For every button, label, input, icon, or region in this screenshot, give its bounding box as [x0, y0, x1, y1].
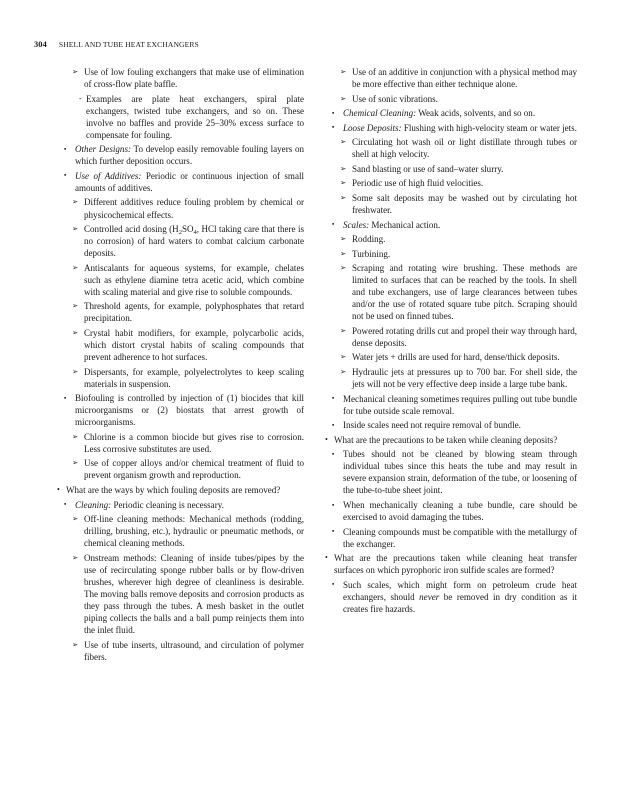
square-bullet-icon: ▪	[64, 172, 67, 180]
list-item	[325, 66, 577, 90]
item-text: Use of low fouling exchangers that make use of elimination of cross-flow plate baffle.	[84, 67, 304, 90]
left-column	[57, 66, 304, 665]
list-item	[57, 484, 304, 496]
item-text: To develop easily removable fouling layers on which further deposition occurs.	[75, 144, 304, 167]
item-lead: Other Designs:	[75, 144, 131, 155]
dash-bullet-icon: -	[79, 93, 82, 103]
item-text: Circulating hot wash oil or light distillate through tubes or shell at high velocity.	[352, 137, 577, 160]
item-text: be removed in dry condition as it creates fire hazards.	[343, 591, 578, 614]
list-item	[57, 143, 304, 167]
list-item	[325, 122, 577, 134]
arrow-bullet-icon: ➢	[72, 197, 79, 207]
round-bullet-icon: •	[325, 434, 328, 444]
list-item	[325, 325, 577, 349]
list-item	[57, 327, 304, 363]
page-header	[34, 40, 199, 49]
arrow-bullet-icon: ➢	[340, 178, 347, 188]
item-text: Antiscalants for aqueous systems, for example, chelates such as ethylene diamine tetra acetic acid, which combine with scaling material and give rise to soluble compounds.	[84, 262, 304, 297]
item-text: Mechanical cleaning sometimes requires pulling out tube bundle for tube outside scale removal.	[343, 393, 577, 416]
item-lead: Chemical Cleaning:	[343, 108, 417, 119]
list-item	[325, 177, 577, 189]
item-text: What are the precautions taken while cleaning heat transfer surfaces on which pyrophoric iron sulfide scales are formed?	[334, 553, 577, 576]
list-item	[325, 219, 577, 231]
list-item	[57, 552, 304, 636]
square-bullet-icon: ▪	[332, 501, 335, 509]
square-bullet-icon: ▪	[64, 394, 67, 402]
page-number: 304	[34, 40, 47, 49]
list-item	[57, 170, 304, 194]
item-text: Dispersants, for example, polyelectrolytes to keep scaling materials in suspension.	[84, 366, 304, 389]
item-lead: Use of Additives:	[75, 170, 142, 181]
square-bullet-icon: ▪	[332, 395, 335, 403]
item-text: Rodding.	[352, 234, 386, 245]
list-item	[325, 419, 577, 431]
arrow-bullet-icon: ➢	[340, 367, 347, 377]
item-text: Cleaning compounds must be compatible with the metallurgy of the exchanger.	[343, 526, 577, 549]
square-bullet-icon: ▪	[332, 421, 335, 429]
item-text: Mechanical action.	[369, 219, 441, 230]
list-item	[325, 526, 577, 550]
round-bullet-icon: •	[57, 485, 60, 494]
list-item	[325, 93, 577, 105]
arrow-bullet-icon: ➢	[340, 325, 347, 335]
square-bullet-icon: ▪	[332, 221, 335, 229]
list-item	[325, 233, 577, 245]
arrow-bullet-icon: ➢	[72, 458, 79, 468]
item-text: Inside scales need not require removal of bundle.	[343, 420, 521, 431]
item-text: Chlorine is a common biocide but gives rise to corrosion. Less corrosive substitutes are used.	[84, 431, 304, 454]
list-item	[325, 499, 577, 523]
list-item	[325, 262, 577, 322]
list-item	[57, 223, 304, 259]
item-text: Biofouling is controlled by injection of (1) biocides that kill microorganisms or (2) biostats that arrest growth of microorganisms.	[75, 393, 304, 428]
subscript: 2	[178, 229, 182, 237]
item-text: Periodic use of high fluid velocities.	[352, 178, 484, 189]
item-text: Weak acids, solvents, and so on.	[416, 108, 536, 119]
list-item	[325, 579, 577, 615]
arrow-bullet-icon: ➢	[340, 248, 347, 258]
square-bullet-icon: ▪	[64, 145, 67, 153]
arrow-bullet-icon: ➢	[72, 327, 79, 337]
list-item	[57, 66, 304, 90]
item-text: Hydraulic jets at pressures up to 700 bar. For shell side, the jets will not be very effective deep inside a large tube bank.	[352, 367, 577, 390]
round-bullet-icon: •	[325, 553, 328, 563]
arrow-bullet-icon: ➢	[340, 163, 347, 173]
item-text: Scraping and rotating wire brushing. These methods are limited to surfaces that can be reached by the tools. In shell and tube exchangers, use of large clearances between tubes and/or the use of rotated square tube pitch. Scraping should not be used on finned tubes.	[352, 263, 577, 322]
item-text: Use of tube inserts, ultrasound, and circulation of polymer fibers.	[84, 639, 304, 662]
item-text: Sand blasting or use of sand–water slurry.	[352, 163, 504, 174]
square-bullet-icon: ▪	[332, 581, 335, 589]
item-text: Onstream methods: Cleaning of inside tubes/pipes by the use of recirculating sponge rubber balls or by flow-driven brushes, wherever high degree of cleanliness is desirable. The moving balls remove deposits and corrosion products as they pass through the tubes. A mesh basket in the outlet piping collects the balls and a ball pump reinjects them into the inlet fluid.	[84, 552, 304, 636]
item-text: Tubes should not be cleaned by blowing steam through individual tubes since this heats the tube and may result in severe expansion strain, deformation of the tube, or loosening of the tube-to-tube sheet joint.	[343, 449, 577, 496]
item-text: Periodic or continuous injection of small amounts of additives.	[75, 170, 304, 193]
item-text: Threshold agents, for example, polyphosphates that retard precipitation.	[84, 301, 304, 324]
list-item	[325, 163, 577, 175]
arrow-bullet-icon: ➢	[340, 192, 347, 202]
list-item	[57, 300, 304, 324]
item-text: Off-line cleaning methods: Mechanical methods (rodding, drilling, brushing, etc.), hydraulic or pneumatic methods, or chemical cleaning methods.	[84, 514, 304, 549]
arrow-bullet-icon: ➢	[72, 514, 79, 524]
arrow-bullet-icon: ➢	[72, 639, 79, 649]
item-lead: Cleaning:	[75, 499, 112, 510]
list-item	[57, 366, 304, 390]
item-text: SO	[181, 224, 194, 235]
list-item	[57, 196, 304, 220]
item-text: Crystal habit modifiers, for example, polycarbolic acids, which distort crystal habits of scaling compounds that prevent adherence to hot surfaces.	[84, 327, 304, 363]
arrow-bullet-icon: ➢	[340, 137, 347, 147]
list-item	[57, 499, 304, 511]
emphasis: never	[419, 591, 440, 602]
list-item	[57, 431, 304, 455]
square-bullet-icon: ▪	[332, 124, 335, 132]
list-item	[57, 262, 304, 298]
list-item	[325, 136, 577, 160]
arrow-bullet-icon: ➢	[72, 366, 79, 376]
list-item	[57, 392, 304, 428]
arrow-bullet-icon: ➢	[72, 262, 79, 272]
item-text: Turbining.	[352, 248, 391, 259]
list-item	[325, 351, 577, 363]
item-text: , HCl taking care that there is no corrosion) of hard waters to combat calcium carbonate deposits.	[84, 224, 304, 259]
item-text: Periodic cleaning is necessary.	[111, 499, 224, 510]
list-item	[325, 434, 577, 446]
arrow-bullet-icon: ➢	[340, 67, 347, 76]
list-item	[325, 448, 577, 496]
item-text: What are the precautions to be taken while cleaning deposits?	[334, 434, 558, 445]
right-column	[325, 66, 577, 617]
item-text: Use of copper alloys and/or chemical treatment of fluid to prevent organism growth and reproduction.	[84, 458, 304, 481]
arrow-bullet-icon: ➢	[72, 67, 79, 76]
item-text: Flushing with high-velocity steam or water jets.	[401, 122, 577, 133]
item-text: Different additives reduce fouling problem by chemical or physicochemical effects.	[84, 197, 304, 220]
item-text: Powered rotating drills cut and propel their way through hard, dense deposits.	[352, 325, 577, 348]
item-text: Use of an additive in conjunction with a physical method may be more effective than either technique alone.	[352, 67, 577, 90]
arrow-bullet-icon: ➢	[340, 263, 347, 273]
item-lead: Scales:	[343, 219, 370, 230]
item-text: Examples are plate heat exchangers, spiral plate exchangers, twisted tube exchangers, and so on. These involve no baffles and provide 25–30% excess surface to compensate for fouling.	[86, 93, 304, 140]
square-bullet-icon: ▪	[332, 450, 335, 458]
arrow-bullet-icon: ➢	[72, 431, 79, 441]
item-text: When mechanically cleaning a tube bundle, care should be exercised to avoid damaging the tubes.	[343, 500, 577, 523]
arrow-bullet-icon: ➢	[340, 352, 347, 362]
item-text: Use of sonic vibrations.	[352, 93, 438, 104]
arrow-bullet-icon: ➢	[72, 552, 79, 562]
item-text: What are the ways by which fouling deposits are removed?	[66, 485, 281, 495]
running-title: SHELL AND TUBE HEAT EXCHANGERS	[58, 40, 199, 49]
list-item	[57, 93, 304, 141]
arrow-bullet-icon: ➢	[72, 301, 79, 311]
list-item	[57, 457, 304, 481]
item-text: Controlled acid dosing (H	[84, 224, 179, 235]
list-item	[325, 552, 577, 576]
list-item	[325, 192, 577, 216]
list-item	[325, 248, 577, 260]
list-item	[325, 107, 577, 119]
item-text: Such scales, which might form on petroleum crude heat exchangers, should	[343, 579, 577, 602]
item-lead: Loose Deposits:	[343, 122, 402, 133]
list-item	[57, 513, 304, 549]
item-text: Water jets + drills are used for hard, dense/thick deposits.	[352, 352, 560, 363]
list-item	[325, 366, 577, 390]
subscript: 4	[193, 229, 197, 237]
square-bullet-icon: ▪	[64, 501, 67, 509]
item-text: Some salt deposits may be washed out by circulating hot freshwater.	[352, 192, 577, 215]
square-bullet-icon: ▪	[332, 109, 335, 117]
arrow-bullet-icon: ➢	[72, 224, 79, 234]
list-item	[57, 639, 304, 663]
arrow-bullet-icon: ➢	[340, 93, 347, 103]
list-item	[325, 393, 577, 417]
square-bullet-icon: ▪	[332, 528, 335, 536]
arrow-bullet-icon: ➢	[340, 234, 347, 244]
